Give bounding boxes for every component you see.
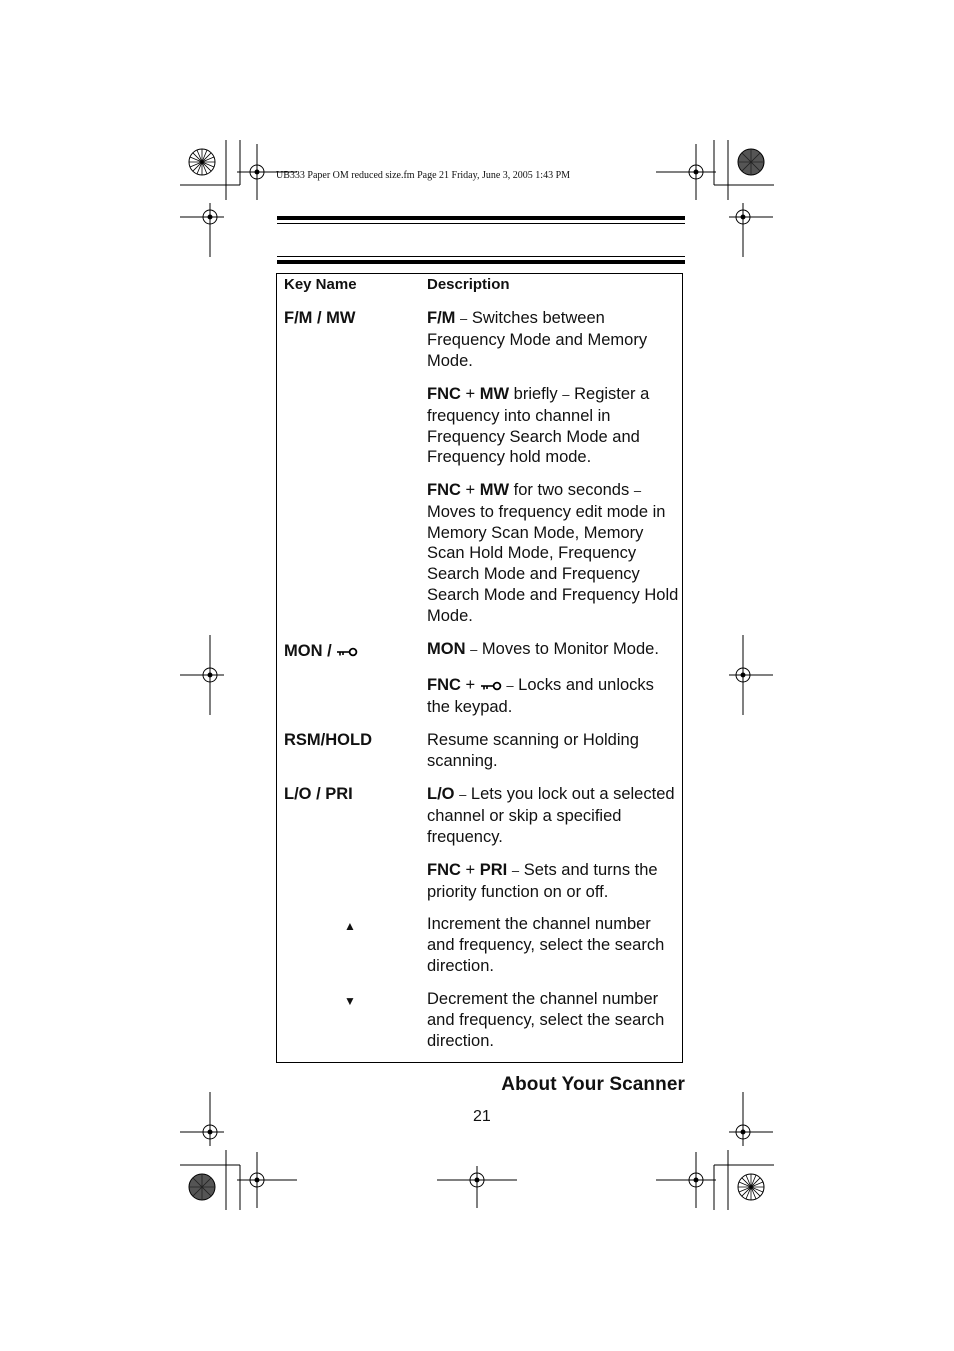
page-number: 21 [473, 1108, 491, 1125]
desc-fnc-mw-two-seconds: FNC + MW for two seconds – Moves to frequency edit mode in Memory Scan Mode, Memory Scan Hold Mode, Frequency Search Mode and Frequency Search Mode and Frequency Hold Mode. [427, 481, 679, 625]
key-fm-mw: F/M / MW [284, 309, 356, 327]
down-triangle-icon: ▼ [344, 994, 356, 1008]
key-lock-icon [480, 681, 502, 691]
key-rsm-hold: RSM/HOLD [284, 731, 372, 749]
desc-fnc-pri: FNC + PRI – Sets and turns the priority function on or off. [427, 861, 658, 901]
desc-decrement: Decrement the channel number and frequency, select the search direction. [427, 990, 665, 1050]
top-rule-thick [277, 216, 685, 220]
up-triangle-icon: ▲ [344, 919, 356, 933]
section-rule-thick [277, 260, 685, 264]
desc-mon: MON – Moves to Monitor Mode. [427, 640, 659, 658]
desc-increment: Increment the channel number and frequency, select the search direction. [427, 915, 665, 975]
header-key-name: Key Name [284, 276, 357, 293]
desc-fnc-mw-briefly: FNC + MW briefly – Register a frequency into channel in Frequency Search Mode and Frequency hold mode. [427, 385, 650, 467]
desc-fnc-keylock: FNC + – Locks and unlocks the keypad. [427, 676, 654, 716]
header-description: Description [427, 276, 510, 293]
desc-fm: F/M – Switches between Frequency Mode and Memory Mode. [427, 309, 648, 370]
section-title: About Your Scanner [501, 1074, 685, 1095]
key-lock-icon [336, 647, 358, 657]
section-rule-thin [277, 256, 685, 257]
print-info-line: UB333 Paper OM reduced size.fm Page 21 Friday, June 3, 2005 1:43 PM [276, 170, 571, 181]
key-lo-pri: L/O / PRI [284, 785, 353, 803]
desc-rsm-hold: Resume scanning or Holding scanning. [427, 731, 639, 770]
desc-lo: L/O – Lets you lock out a selected channel or skip a specified frequency. [427, 785, 675, 846]
key-mon-lock: MON / [284, 642, 358, 661]
top-rule-thin [277, 223, 685, 224]
